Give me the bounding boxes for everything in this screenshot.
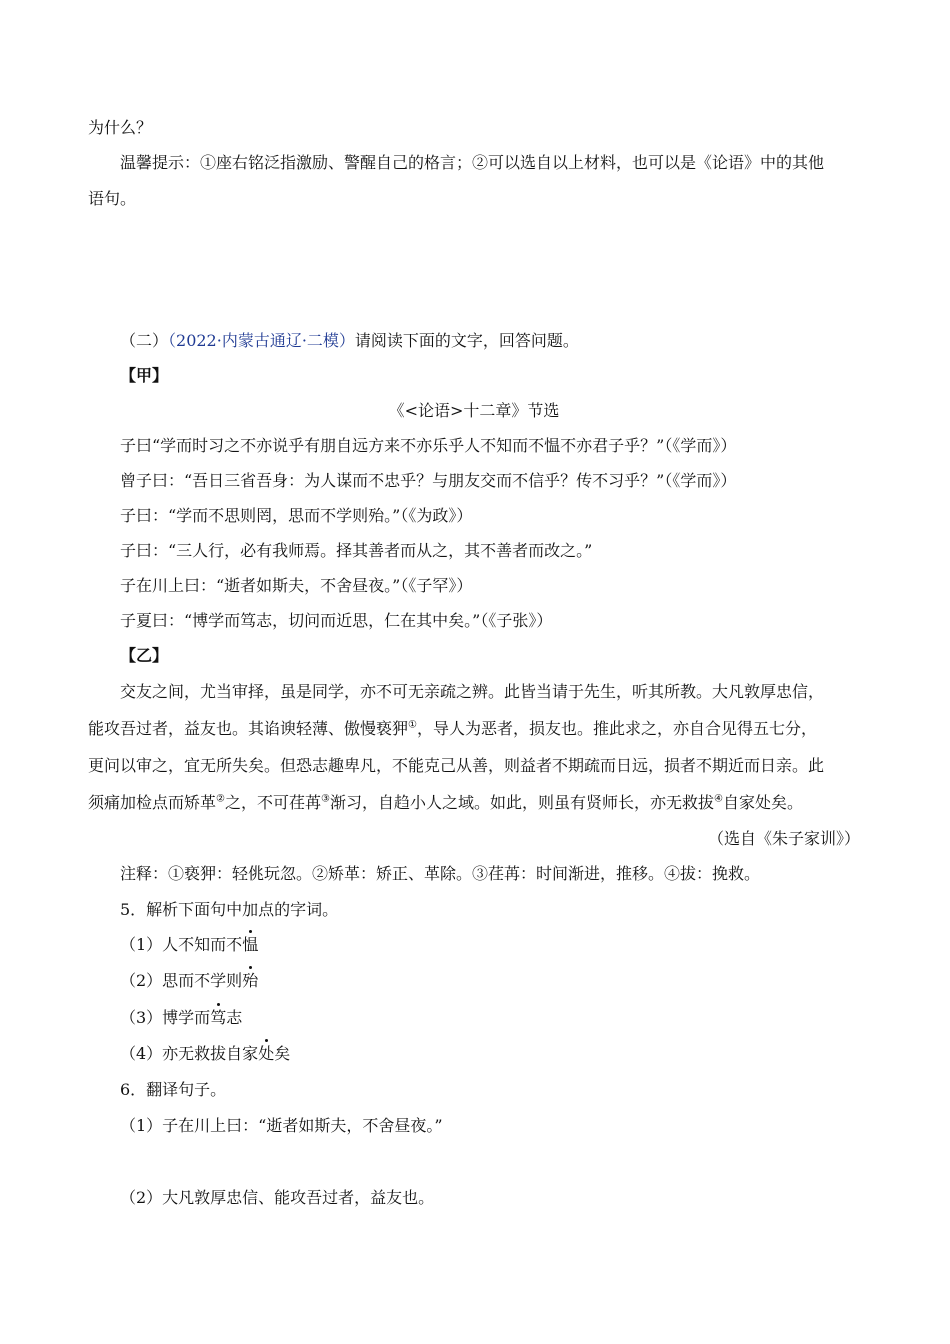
note-mark: ②: [216, 793, 225, 805]
passage-source: （选自《朱子家训》）: [707, 829, 860, 848]
text-line: 语句。: [88, 189, 137, 208]
passage-line: 须痛加检点而矫革②之，不可荏苒③渐习，自趋小人之域。如此，则虽有贤师长，亦无救拔④自家处矣。: [88, 793, 803, 812]
note-mark: ①: [408, 719, 417, 731]
passage-line: 子夏曰：“博学而笃志，切问而近思，仁在其中矣。”（《子张》）: [120, 611, 553, 630]
question-5: 5．解析下面句中加点的字词。: [120, 900, 339, 919]
passage-label-yi: 【乙】: [120, 646, 169, 665]
dotted-char: 处: [258, 1042, 274, 1066]
passage-line: 子曰“学而时习之不亦说乎有朋自远方来不亦乐乎人不知而不愠不亦君子乎？”（《学而》）: [120, 436, 737, 455]
notes-line: 注释：①亵狎：轻佻玩忽。②矫革：矫正、革除。③荏苒：时间渐进，推移。④拔：挽救。: [120, 864, 761, 883]
section-instruction: 请阅读下面的文字，回答问题。: [354, 331, 579, 350]
question-5-1: （1）人不知而不愠: [120, 933, 860, 957]
question-5-4: （4）亦无救拔自家处矣: [120, 1042, 860, 1066]
question-6: 6．翻译句子。: [120, 1080, 227, 1099]
source-link[interactable]: （2022·内蒙古通辽·二模）: [168, 331, 355, 350]
question-5-2: （2）思而不学则殆: [120, 969, 860, 993]
note-mark: ④: [713, 793, 723, 805]
question-6-2: （2）大凡敦厚忠信、能攻吾过者，益友也。: [120, 1188, 435, 1207]
dotted-char: 愠: [242, 933, 258, 957]
section-heading: [120, 329, 860, 353]
note-mark: ③: [321, 793, 330, 805]
passage-line: 子曰：“三人行，必有我师焉。择其善者而从之，其不善者而改之。”: [120, 541, 593, 560]
passage-line: 曾子曰：“吾日三省吾身：为人谋而不忠乎？与朋友交而不信乎？传不习乎？”（《学而》）: [120, 471, 737, 490]
passage-line: 子曰：“学而不思则罔，思而不学则殆。”（《为政》）: [120, 506, 473, 525]
passage-line: 子在川上曰：“逝者如斯夫，不舍昼夜。”（《子罕》）: [120, 576, 473, 595]
passage-line: 能攻吾过者，益友也。其谄谀轻薄、傲慢亵狎①，导人为恶者，损友也。推此求之，亦自合见得五七分，: [88, 719, 817, 738]
question-5-3: （3）博学而笃志: [120, 1006, 860, 1030]
passage-line: 更问以审之，宜无所失矣。但恐志趣卑凡，不能克己从善，则益者不期疏而日远，损者不期近而日亲。此: [88, 756, 825, 775]
passage-line: 交友之间，尤当审择，虽是同学，亦不可无亲疏之辨。此皆当请于先生，听其所教。大凡敦厚忠信，: [120, 682, 825, 701]
dotted-char: 殆: [242, 969, 258, 993]
text-line: 为什么？: [88, 118, 153, 137]
tip-line: 温馨提示：①座右铭泛指激励、警醒自己的格言；②可以选自以上材料，也可以是《论语》中的其他: [120, 153, 825, 172]
section-number: （二）: [120, 331, 169, 350]
passage-title: 《<论语>十二章》节选: [388, 401, 560, 420]
passage-label-jia: 【甲】: [120, 366, 169, 385]
dotted-char: 笃: [210, 1006, 226, 1030]
question-6-1: （1）子在川上曰：“逝者如斯夫，不舍昼夜。”: [120, 1116, 443, 1135]
